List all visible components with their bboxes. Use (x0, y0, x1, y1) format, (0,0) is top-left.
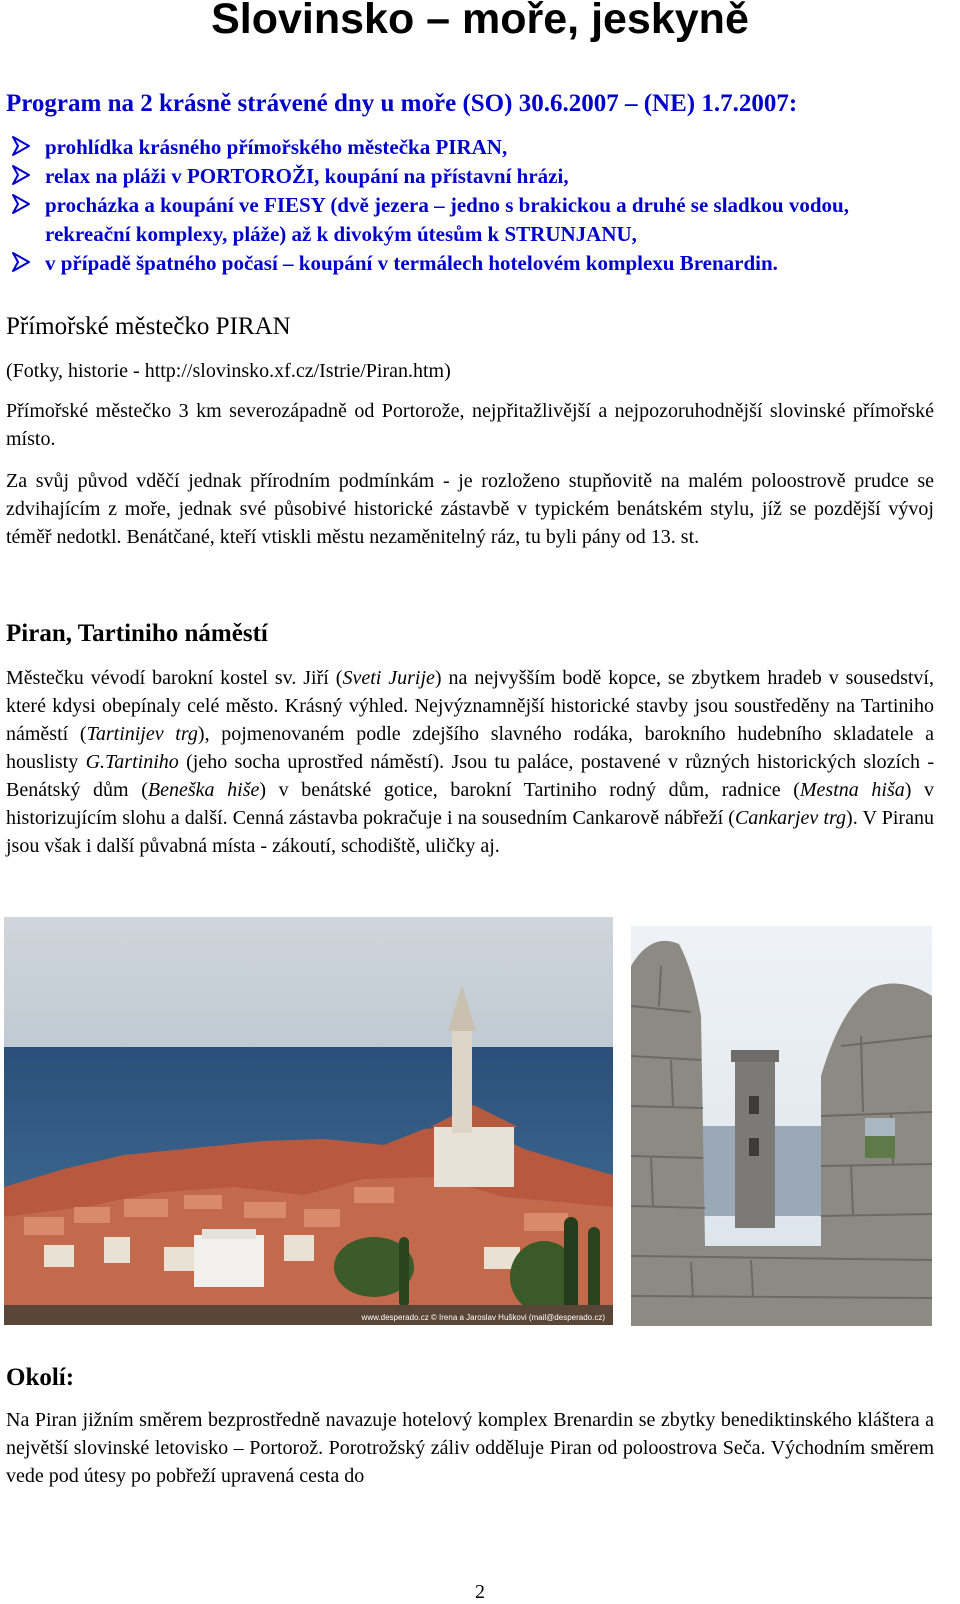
piran-intro: Přímořské městečko 3 km severozápadně od Portorože, nejpřitažlivější a nejpozoruhodnější slovinské přímořské místo. (6, 400, 934, 450)
piran-heading: Přímořské městečko PIRAN (6, 313, 291, 340)
page-title: Slovinsko – moře, jeskyně (211, 0, 749, 43)
program-item (0, 249, 935, 278)
piran-source: (Fotky, historie - http://slovinsko.xf.cz/Istrie/Piran.htm) (6, 360, 451, 382)
photo-credit: www.desperado.cz © Irena a Jaroslav Huškovi (mail@desperado.cz) (361, 1313, 605, 1322)
okoli-text: Na Piran jižním směrem bezprostředně navazuje hotelový komplex Brenardin se zbytky benediktinského kláštera a největší slovinské letovisko – Portorož. Porotrožský záliv odděluje Piran od poloostrova Seča. Východním směrem vede pod útesy po pobřeží upravená cesta do (6, 1409, 934, 1487)
okoli-heading: Okolí: (6, 1364, 75, 1391)
piran-panorama-photo (4, 917, 613, 1325)
arrow-bullet-icon (10, 135, 32, 157)
program-list (0, 133, 960, 278)
city-walls-photo (631, 926, 932, 1326)
program-item-text: prohlídka krásného přímořského městečka PIRAN, (45, 135, 508, 159)
program-heading: Program na 2 krásně strávené dny u moře (SO) 30.6.2007 – (NE) 1.7.2007: (6, 90, 798, 117)
program-item-text: procházka a koupání ve FIESY (dvě jezera – jedno s brakickou a druhé se sladkou vodou, rekreační komplexy, pláže) až k divokým útesům k STRUNJANU, (45, 193, 849, 246)
piran-description: Za svůj původ vděčí jednak přírodním podmínkám - je rozloženo stupňovitě na malém poloostrově prudce se zdvihajícím z moře, jednak své působivé historické zástavbě v typickém benátském stylu, jíž se pozdější vývoj téměř nedotkl. Benátčané, kteří vtiskli městu nezaměnitelný ráz, tu byli pány od 13. st. (6, 470, 934, 548)
tartini-paragraph: Městečku vévodí barokní kostel sv. Jiří (Sveti Jurije) na nejvyšším bodě kopce, se zbytkem hradeb v sousedství, které kdysi obepínaly celé město. Krásný výhled. Nejvýznamnější historické stavby jsou soustředěny na Tartiniho náměstí (Tartinijev trg), pojmenovaném podle zdejšího slavného rodáka, barokního hudebního skladatele a houslisty G.Tartiniho (jeho socha uprostřed náměstí). Jsou tu paláce, postavené v různých historických slozích - Benátský dům (Beneška hiše) v benátské gotice, barokní Tartiniho rodný dům, radnice (Mestna hiša) v historizujícím slohu a další. Cenná zástavba pokračuje i na sousedním Cankarově nábřeží (Cankarjev trg). V Piranu jsou však i další půvabná místa - zákoutí, schodiště, uličky aj. (6, 667, 935, 857)
tartini-heading: Piran, Tartiniho náměstí (6, 620, 268, 647)
arrow-bullet-icon (10, 251, 32, 273)
arrow-bullet-icon (10, 193, 32, 215)
program-item (0, 133, 935, 162)
program-item (0, 191, 935, 249)
arrow-bullet-icon (10, 164, 32, 186)
program-item-text: v případě špatného počasí – koupání v termálech hotelovém komplexu Brenardin. (45, 251, 778, 275)
program-item-text: relax na pláži v PORTOROŽI, koupání na přístavní hrázi, (45, 164, 569, 188)
page-number: 2 (475, 1581, 485, 1603)
program-item (0, 162, 935, 191)
